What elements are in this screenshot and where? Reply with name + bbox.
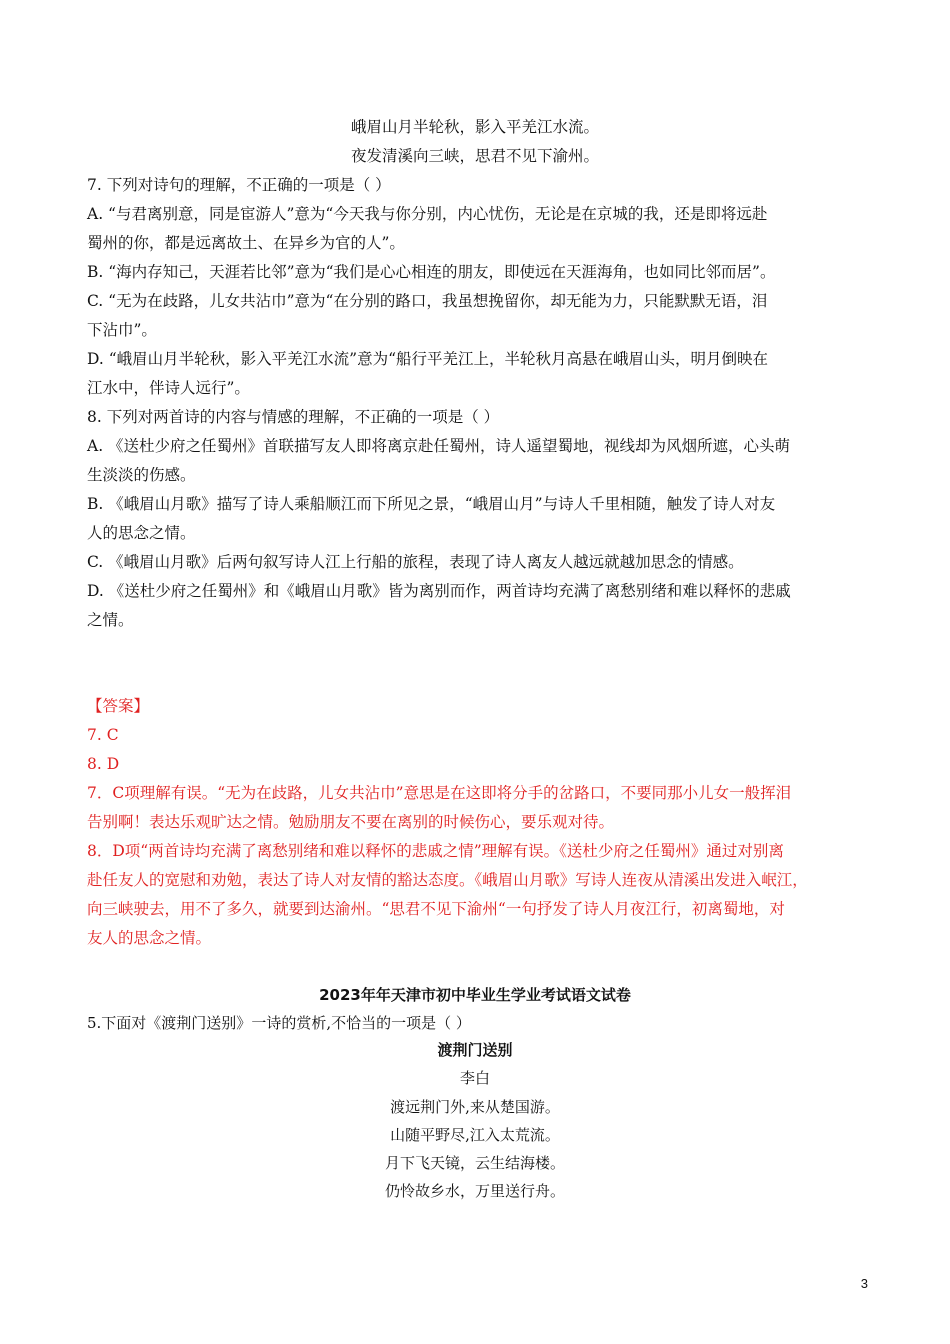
question-5-stem: 5.下面对《渡荆门送别》一诗的赏析,不恰当的一项是（ ）: [87, 1014, 471, 1032]
explanation-7-cont: 告别啊！表达乐观旷达之情。勉励朋友不要在离别的时候伤心，要乐观对待。: [87, 813, 615, 831]
q8-option-a: A. 《送杜少府之任蜀州》首联描写友人即将离京赴任蜀州，诗人遥望蜀地，视线却为风烟所遮，心头萌: [87, 437, 791, 455]
explanation-7: 7．C项理解有误。“无为在歧路，儿女共沾巾”意思是在这即将分手的岔路口，不要同那小儿女一般挥泪: [87, 784, 792, 802]
poem-line: 山随平野尽,江入太荒流。: [390, 1126, 560, 1144]
poem-line: 渡远荆门外,来从楚国游。: [390, 1098, 560, 1116]
poem-title: 渡荆门送别: [437, 1041, 513, 1059]
question-8-stem: 8. 下列对两首诗的内容与情感的理解，不正确的一项是（ ）: [87, 408, 500, 426]
poem-line: 月下飞天镜，云生结海楼。: [384, 1154, 565, 1172]
q7-option-b: B. “海内存知己，天涯若比邻”意为“我们是心心相连的朋友，即使远在天涯海角，也如同比邻而居”。: [87, 263, 776, 281]
q8-option-a-cont: 生淡淡的伤感。: [87, 466, 196, 484]
q7-option-c-cont: 下沾巾”。: [87, 321, 157, 339]
question-7-stem: 7. 下列对诗句的理解，不正确的一项是（ ）: [87, 176, 391, 194]
explanation-8-cont: 向三峡驶去，用不了多久，就要到达渝州。“思君不见下渝州“一句抒发了诗人月夜江行，初离蜀地，对: [87, 900, 785, 918]
q8-option-b: B. 《峨眉山月歌》描写了诗人乘船顺江而下所见之景，“峨眉山月”与诗人千里相随，触发了诗人对友: [87, 495, 776, 513]
q7-option-c: C. “无为在歧路，儿女共沾巾”意为“在分别的路口，我虽想挽留你，却无能为力，只能默默无语，泪: [87, 292, 768, 310]
poem-line: 夜发清溪向三峡，思君不见下渝州。: [350, 147, 599, 165]
q8-option-b-cont: 人的思念之情。: [87, 524, 196, 542]
q8-option-d-cont: 之情。: [87, 611, 134, 629]
page-number: 3: [860, 1276, 868, 1291]
q7-option-a: A. “与君离别意，同是宦游人”意为“今天我与你分别，内心忧伤，无论是在京城的我，还是即将远赴: [87, 205, 768, 223]
answer-label: 【答案】: [87, 697, 150, 715]
answer-7: 7. C: [87, 726, 119, 744]
explanation-8-cont: 友人的思念之情。: [87, 929, 212, 947]
q8-option-d: D. 《送杜少府之任蜀州》和《峨眉山月歌》皆为离别而作，两首诗均充满了离愁别绪和难以释怀的悲戚: [87, 582, 791, 600]
poem-line: 峨眉山月半轮秋，影入平羌江水流。: [350, 118, 599, 136]
q7-option-d-cont: 江水中，伴诗人远行”。: [87, 379, 250, 397]
explanation-8: 8．D项“两首诗均充满了离愁别绪和难以释怀的悲戚之情”理解有误。《送杜少府之任蜀州》通过对别离: [87, 842, 784, 860]
exam-title: 2023年年天津市初中毕业生学业考试语文试卷: [319, 986, 631, 1004]
q8-option-c: C. 《峨眉山月歌》后两句叙写诗人江上行船的旅程，表现了诗人离友人越远就越加思念的情感。: [87, 553, 744, 571]
q7-option-d: D. “峨眉山月半轮秋，影入平羌江水流”意为“船行平羌江上，半轮秋月高悬在峨眉山头，明月倒映在: [87, 350, 769, 368]
answer-8: 8. D: [87, 755, 120, 773]
explanation-8-cont: 赴任友人的宽慰和劝勉，表达了诗人对友情的豁达态度。《峨眉山月歌》写诗人连夜从清溪出发进入岷江，: [87, 871, 808, 889]
poem-line: 仍怜故乡水，万里送行舟。: [384, 1182, 565, 1200]
poem-author: 李白: [459, 1069, 490, 1087]
q7-option-a-cont: 蜀州的你，都是远离故土、在异乡为官的人”。: [87, 234, 405, 252]
